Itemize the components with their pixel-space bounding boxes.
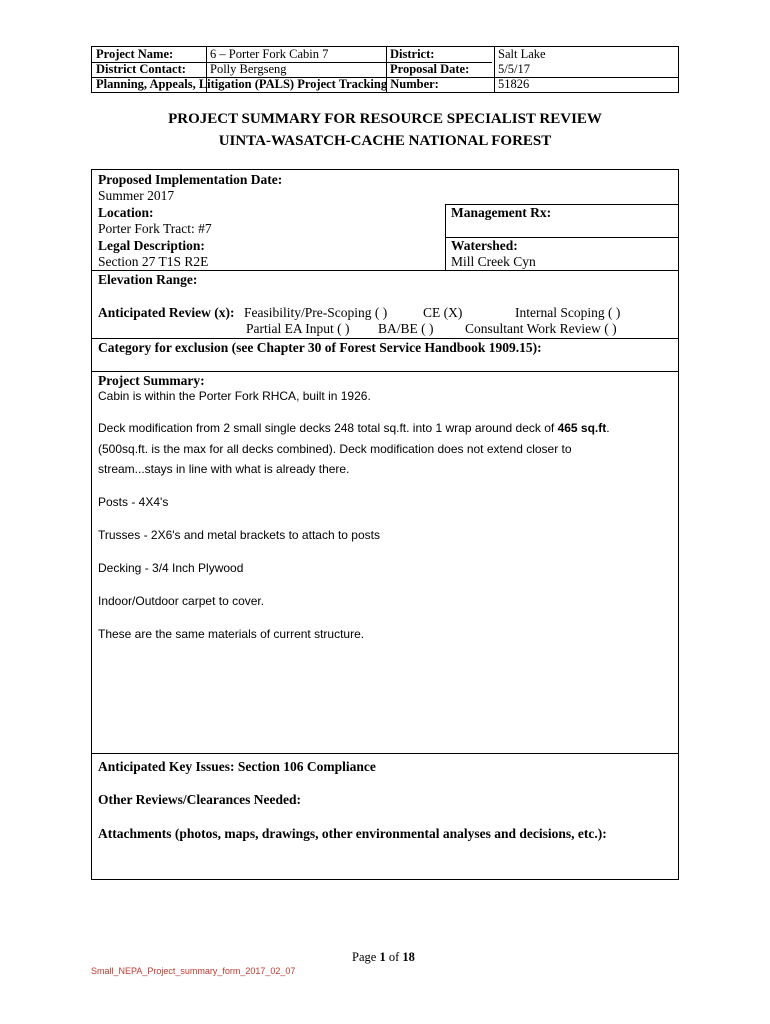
impl-date-value: Summer 2017 [98, 188, 175, 203]
summary-line: stream...stays in line with what is already there. [98, 462, 350, 476]
district-value: Salt Lake [498, 47, 546, 61]
review-partial-ea-option: Partial EA Input ( ) [246, 321, 350, 336]
forest-title: UINTA-WASATCH-CACHE NATIONAL FOREST [218, 133, 552, 149]
attachments-label: Attachments (photos, maps, drawings, other environmental analyses and decisions, etc.): [98, 826, 607, 841]
summary-line: Posts - 4X4's [98, 495, 169, 509]
document-title: PROJECT SUMMARY FOR RESOURCE SPECIALIST REVIEW [168, 111, 602, 127]
pals-label: Planning, Appeals, Litigation (PALS) Project Tracking Number: [96, 77, 439, 91]
summary-line: These are the same materials of current structure. [98, 627, 365, 641]
summary-line: Trusses - 2X6's and metal brackets to attach to posts [98, 528, 380, 542]
review-ce-option: CE (X) [423, 305, 463, 320]
summary-line: (500sq.ft. is the max for all decks combined). Deck modification does not extend closer to [98, 442, 572, 456]
legal-description-label: Legal Description: [98, 238, 205, 253]
summary-line: Indoor/Outdoor carpet to cover. [98, 594, 265, 608]
project-summary-label: Project Summary: [98, 373, 205, 388]
proposal-date-label: Proposal Date: [390, 62, 470, 76]
pals-number: 51826 [498, 77, 530, 91]
district-label: District: [390, 47, 435, 61]
watershed-label: Watershed: [451, 238, 518, 253]
header-table [91, 46, 679, 93]
elevation-range-label: Elevation Range: [98, 272, 198, 287]
review-consultant-option: Consultant Work Review ( ) [465, 321, 617, 336]
form-filename: Small_NEPA_Project_summary_form_2017_02_07 [91, 966, 296, 976]
anticipated-review-label: Anticipated Review (x): [98, 305, 235, 320]
deck-size-highlight: 465 sq.ft [557, 421, 607, 435]
legal-description-value: Section 27 T1S R2E [98, 254, 209, 269]
review-internal-scoping-option: Internal Scoping ( ) [515, 305, 621, 320]
review-feasibility-option: Feasibility/Pre-Scoping ( ) [244, 305, 388, 320]
project-name-value: 6 – Porter Fork Cabin 7 [210, 47, 329, 61]
summary-line: Decking - 3/4 Inch Plywood [98, 561, 244, 575]
project-summary-form [91, 169, 679, 880]
district-contact-value: Polly Bergseng [210, 62, 287, 76]
impl-date-label: Proposed Implementation Date: [98, 172, 283, 187]
category-exclusion-label: Category for exclusion (see Chapter 30 of Forest Service Handbook 1909.15): [98, 340, 542, 355]
summary-line: Cabin is within the Porter Fork RHCA, built in 1926. [98, 389, 371, 403]
district-contact-label: District Contact: [96, 62, 186, 76]
review-babe-option: BA/BE ( ) [378, 321, 434, 336]
key-issues-label: Anticipated Key Issues: Section 106 Compliance [98, 759, 376, 774]
watershed-value: Mill Creek Cyn [451, 254, 536, 269]
location-label: Location: [98, 205, 154, 220]
page-indicator: Page 1 of 18 [352, 950, 415, 964]
summary-line: Deck modification from 2 small single decks 248 total sq.ft. into 1 wrap around deck of 465 sq.ft. [98, 421, 610, 435]
location-value: Porter Fork Tract: #7 [98, 221, 212, 236]
proposal-date-value: 5/5/17 [498, 62, 530, 76]
management-rx-label: Management Rx: [451, 205, 552, 220]
project-name-label: Project Name: [96, 47, 174, 61]
other-reviews-label: Other Reviews/Clearances Needed: [98, 792, 301, 807]
